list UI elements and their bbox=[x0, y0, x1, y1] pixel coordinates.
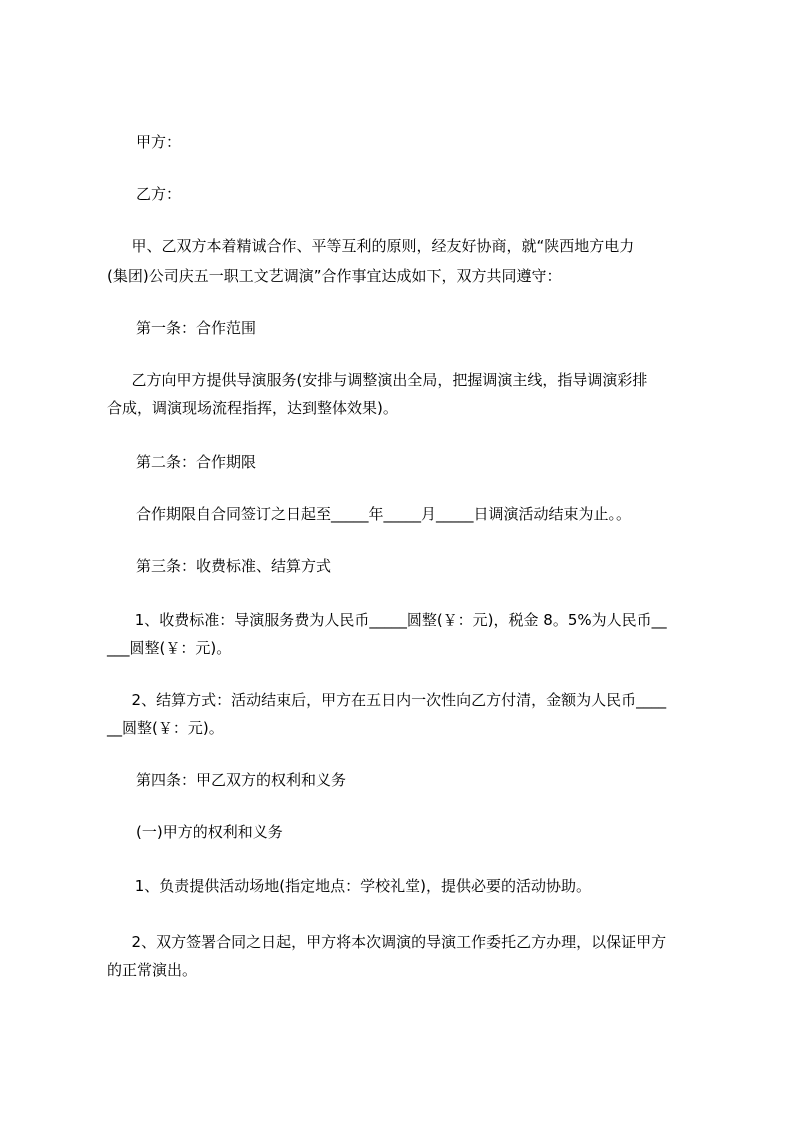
settlement-line-1: 2、结算方式：活动结束后，甲方在五日内一次性向乙方付清，金额为人民币____ bbox=[122, 691, 667, 709]
fee-standard-line-2: ___圆整(￥：元)。 bbox=[107, 639, 232, 657]
article-1-text-line-1: 乙方向甲方提供导演服务(安排与调整演出全局，把握调演主线，指导调演彩排 bbox=[122, 371, 648, 389]
party-a-duty-2-line-2: 的正常演出。 bbox=[107, 961, 198, 979]
intro-paragraph-line-2: (集团)公司庆五一职工文艺调演”合作事宜达成如下，双方共同遵守： bbox=[107, 267, 562, 285]
article-2-text: 合作期限自合同签订之日起至_____年_____月_____日调演活动结束为止。。 bbox=[136, 505, 632, 523]
article-4-title: 第四条：甲乙双方的权利和义务 bbox=[136, 771, 347, 789]
article-1-title: 第一条：合作范围 bbox=[136, 319, 257, 337]
party-a-duty-1: 1、负责提供活动场地(指定地点：学校礼堂)，提供必要的活动协助。 bbox=[130, 877, 592, 895]
party-a-duty-2-line-1: 2、双方签署合同之日起，甲方将本次调演的导演工作委托乙方办理，以保证甲方 bbox=[122, 933, 667, 951]
party-b-label: 乙方： bbox=[136, 185, 182, 203]
fee-standard-line-1: 1、收费标准：导演服务费为人民币_____圆整(￥：元)，税金 8。5%为人民币__ bbox=[130, 611, 667, 629]
article-2-title: 第二条：合作期限 bbox=[136, 453, 257, 471]
intro-paragraph-line-1: 甲、乙双方本着精诚合作、平等互利的原则，经友好协商，就“陕西地方电力 bbox=[122, 237, 635, 255]
party-a-label: 甲方： bbox=[136, 133, 182, 151]
settlement-line-2: __圆整(￥：元)。 bbox=[107, 719, 224, 737]
section-1-title: (一)甲方的权利和义务 bbox=[136, 823, 283, 841]
article-1-text-line-2: 合成，调演现场流程指挥，达到整体效果)。 bbox=[107, 399, 398, 417]
article-3-title: 第三条：收费标准、结算方式 bbox=[136, 557, 332, 575]
